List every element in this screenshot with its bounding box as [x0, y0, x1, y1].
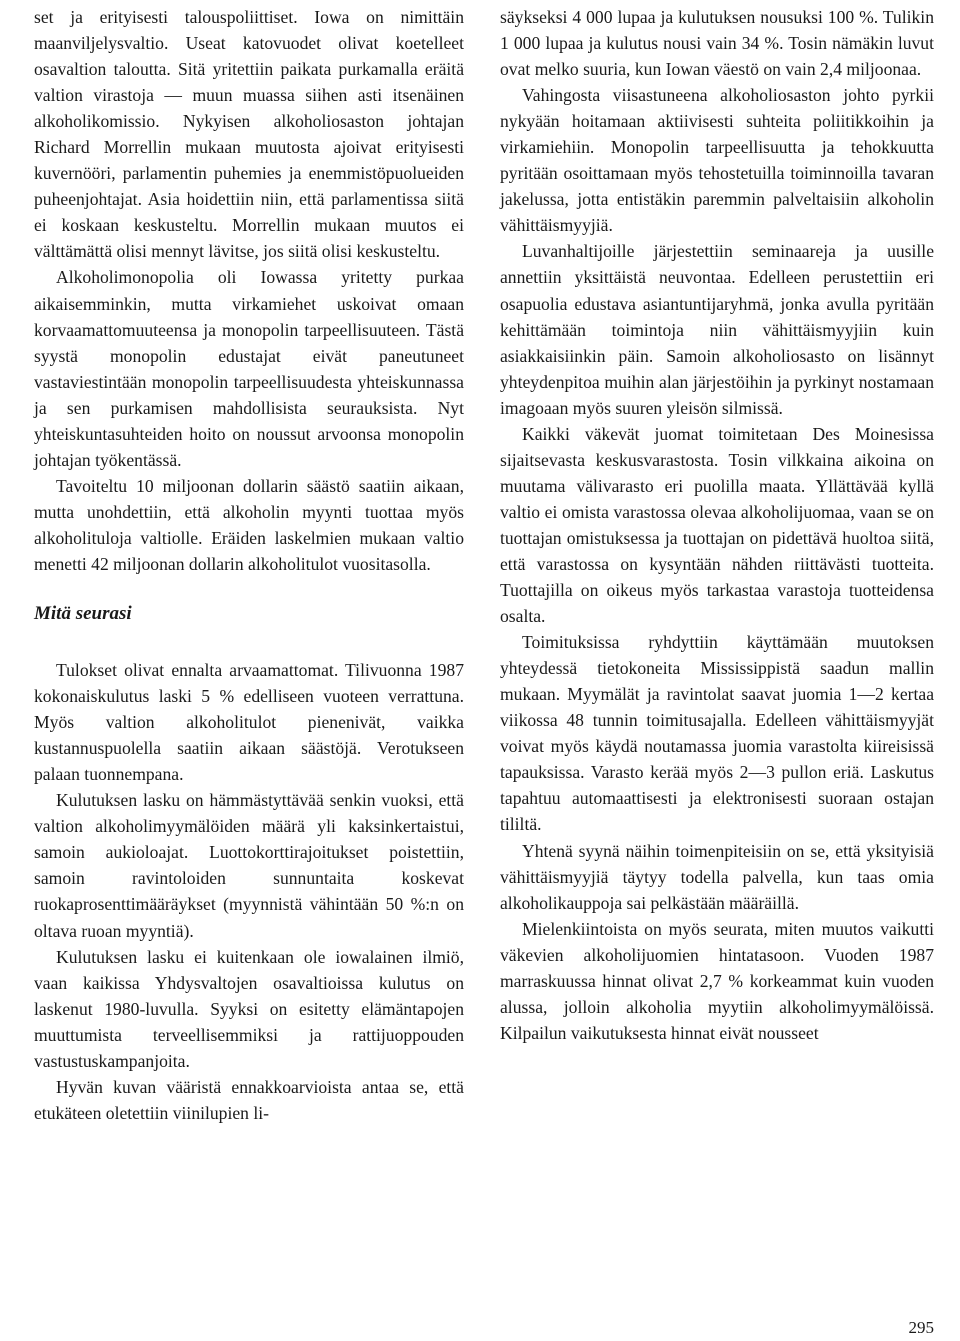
- paragraph: Hyvän kuvan vääristä ennakkoarvioista antaa se, että etukäteen oletettiin viinilupien li-: [34, 1076, 464, 1123]
- left-column: [34, 4, 464, 1126]
- paragraph: Tavoiteltu 10 miljoonan dollarin säästö saatiin aikaan, mutta unohdettiin, että alkoholin myynti tuottaa myös alkoholituloja valtiolle. Eräiden laskelmien mukaan valtio menetti 42 miljoonan dollarin alkoholitulot vuositasolla.: [34, 475, 464, 574]
- paragraph: Kulutuksen lasku on hämmästyttävää senkin vuoksi, että valtion alkoholimyymälöiden määrä yli kaksinkertaistui, samoin aukioloajat. Luottokorttirajoitukset poistettiin, samoin ravintoloiden sunnuntaita koskevat ruokaprosenttimääräykset (myynnistä vähintään 50 %:n on oltava ruoan myyntiä).: [34, 790, 464, 941]
- paragraph: Mielenkiintoista on myös seurata, miten muutos vaikutti väkevien alkoholijuomien hintatasoon. Vuoden 1987 marraskuussa hinnat olivat 2,7 % korkeammat kuin vuoden alussa, jolloin alkoholia myytiin alkoholimyymälöissä. Kilpailun vaikutuksesta hinnat eivät nousseet: [500, 918, 934, 1043]
- paragraph: Tulokset olivat ennalta arvaamattomat. Tilivuonna 1987 kokonaiskulutus laski 5 % edelliseen vuoteen verrattuna. Myös valtion alkoholitulot pienenivät, vaikka kustannuspuolella saatiin aikaan säästöjä. Verotukseen palaan tuonnempana.: [34, 660, 464, 785]
- right-column: [500, 4, 934, 1046]
- paragraph: Luvanhaltijoille järjestettiin seminaareja ja uusille annettiin yksittäistä neuvontaa. Edelleen perustettiin eri osapuolia edustava asiantuntijaryhmä, jonka avulla pyritään kehittämään toimintoja niin vähittäismyyjiin kuin asiakkaisiinkin päin. Samoin alkoholiosasto on lisännyt yhteydenpitoa muihin alan järjestöihin ja pyrkinyt nostamaan imagoaan myös suuren yleisön silmissä.: [500, 241, 934, 418]
- paragraph: Kulutuksen lasku ei kuitenkaan ole iowalainen ilmiö, vaan kaikissa Yhdysvaltojen osavaltioissa kulutus on laskenut 1980-luvulla. Syyksi on esitetty elämäntapojen muuttumista terveellisemmiksi ja rattijuoppouden vastustuskampanjoita.: [34, 946, 464, 1071]
- section-heading: Mitä seurasi: [34, 603, 132, 625]
- paragraph: Kaikki väkevät juomat toimitetaan Des Moinesissa sijaitsevasta keskusvarastosta. Tosin vilkkaina aikoina on muutama välivarasto eri puolilla maata. Yllättävää kyllä valtio ei omista varastossa olevaa alkoholijuomaa, vaan se on tuottajan omistuksessa ja tuottajan on pidettävä huoltoa siitä, että varastossa on kysyntään nähden riittävästi tuotteita. Tuottajilla on oikeus myös tarkastaa varastoja tuotteidensa osalta.: [500, 423, 934, 627]
- page-number: 295: [908, 1318, 934, 1337]
- paragraph: Yhtenä syynä näihin toimenpiteisiin on se, että yksityisiä vähittäismyyjiä täytyy todella palvella, kun taas omia alkoholikauppoja sai pelkästään määräillä.: [500, 840, 934, 913]
- paragraph: Toimituksissa ryhdyttiin käyttämään muutoksen yhteydessä tietokoneita Mississippistä saadun mallin mukaan. Myymälät ja ravintolat saavat juomia 1—2 kertaa viikossa 48 tunnin toimitusajalla. Edelleen vähittäismyyjät voivat myös käydä noutamassa juomia varastolta kiireisissä tapauksissa. Varasto kerää myös 2—3 pullon eriä. Laskutus tapahtuu automaattisesti ja elektronisesti suoraan ostajan tililtä.: [500, 632, 934, 835]
- paragraph: säykseksi 4 000 lupaa ja kulutuksen nousuksi 100 %. Tulikin 1 000 lupaa ja kulutus nousi vain 34 %. Tosin nämäkin luvut ovat melko suuria, kun Iowan väestö on vain 2,4 miljoonaa.: [500, 7, 934, 80]
- paragraph: Alkoholimonopolia oli Iowassa yritetty purkaa aikaisemminkin, mutta virkamiehet uskoivat omaan korvaamattomuuteensa ja monopolin tarpeellisuuteen. Tästä syystä monopolin edustajat eivät paneutuneet vastaviestintään monopolin tarpeellisuudesta yhteiskunnassa ja sen purkamisen mahdollisista seurauksista. Nyt yhteiskuntasuhteiden hoito on noussut arvoonsa monopolin johtajan työkentässä.: [34, 267, 464, 470]
- paragraph: set ja erityisesti talouspoliittiset. Iowa on nimittäin maanviljelysvaltio. Useat katovuodet olivat koetelleet osavaltion taloutta. Sitä yritettiin paikata purkamalla eräitä valtion virastoja — muun muassa siihen asti itsenäinen alkoholikomissio. Nykyisen alkoholiosaston johtajan Richard Morrellin mukaan muutosta ajoivat erityisesti kuvernööri, parlamentin puhemies ja enemmistöpuolueiden puheenjohtajat. Asia hoidettiin niin, että parlamentissa siitä ei koskaan keskusteltu. Morrellin mukaan muutos ei välttämättä olisi mennyt lävitse, jos siitä olisi keskusteltu.: [34, 7, 464, 262]
- paragraph: Vahingosta viisastuneena alkoholiosaston johto pyrkii nykyään hoitamaan aktiivisesti suhteita poliitikkoihin ja virkamiehiin. Monopolin tarpeellisuutta ja tehokkuutta pyritään osoittamaan myös tehostetuilla toiminnoilla tavaran jakelussa, jotta entistäkin paremmin palveltaisiin alkoholin vähittäismyyjiä.: [500, 85, 934, 236]
